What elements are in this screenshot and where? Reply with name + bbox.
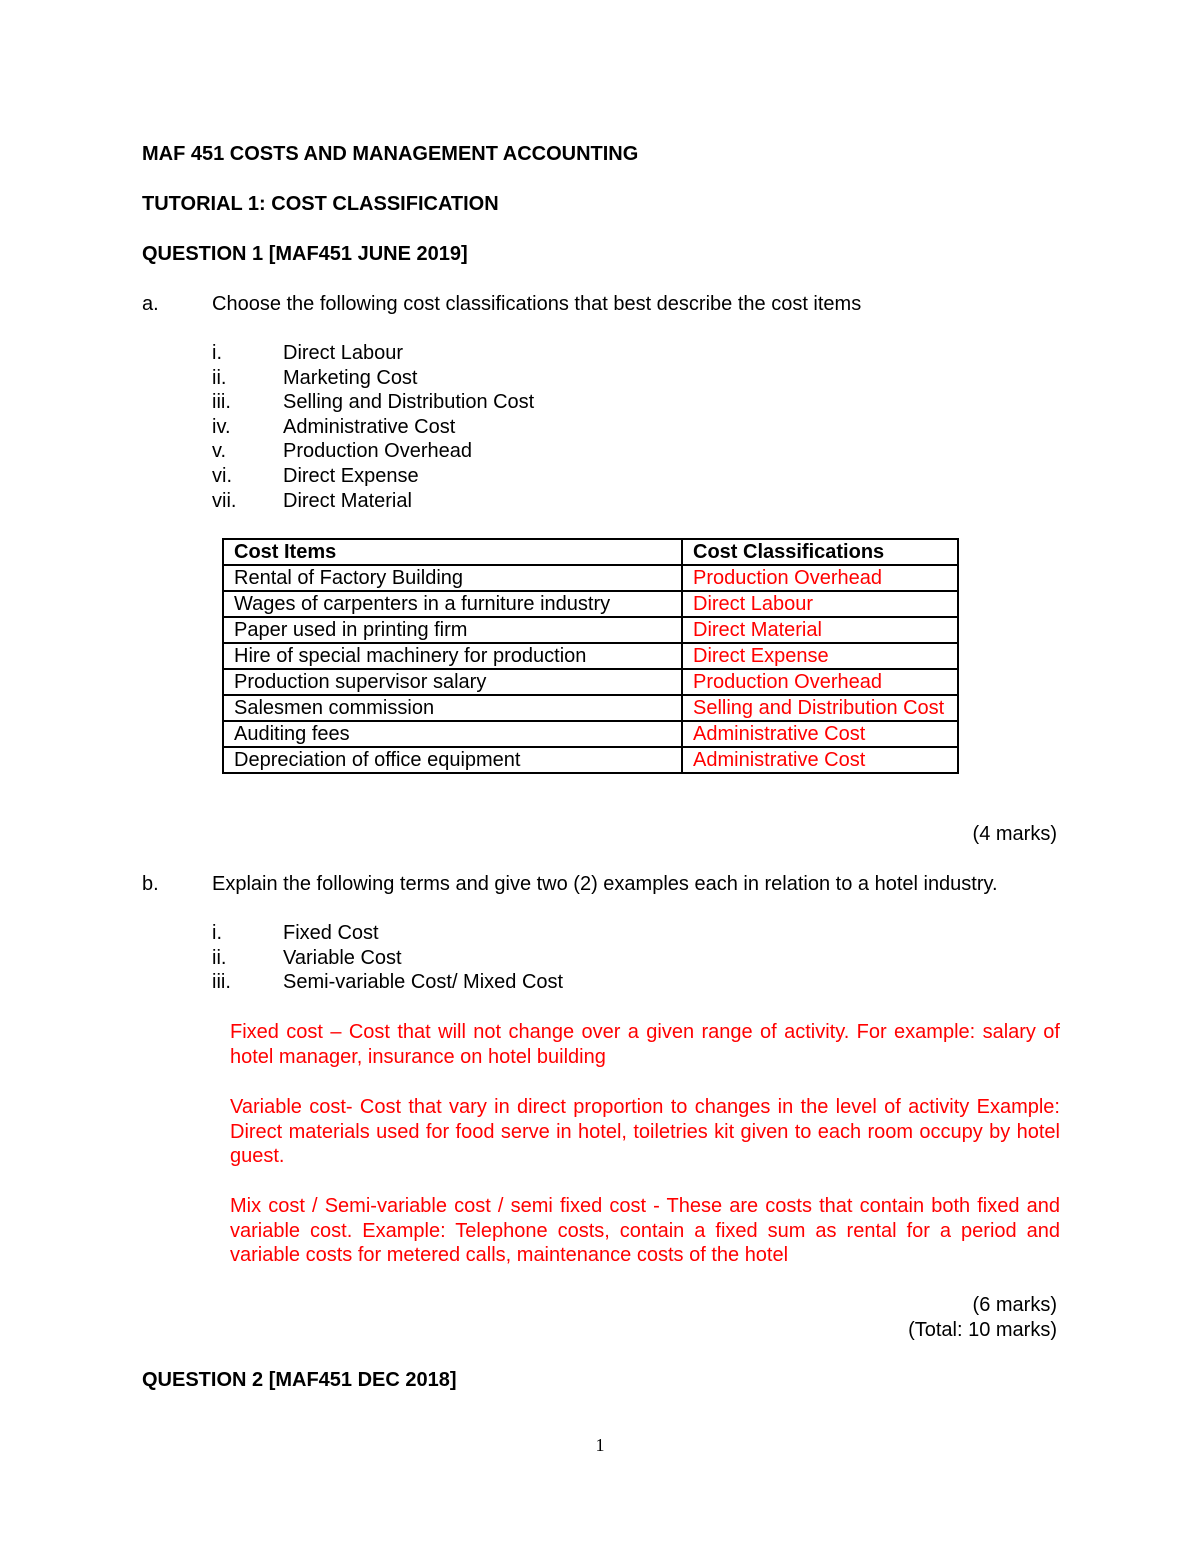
cost-item-cell: Salesmen commission — [223, 695, 682, 721]
list-item: i. Fixed Cost — [212, 922, 379, 944]
cost-terms-list — [212, 921, 563, 995]
list-item: ii. Marketing Cost — [212, 366, 418, 389]
classification-cell: Selling and Distribution Cost — [682, 695, 958, 721]
cost-item-cell: Auditing fees — [223, 721, 682, 747]
table-row — [223, 747, 958, 773]
table-row — [223, 669, 958, 695]
cost-item-cell: Paper used in printing firm — [223, 617, 682, 643]
page-number: 1 — [595, 1435, 605, 1455]
table-row — [223, 591, 958, 617]
cost-item-cell: Depreciation of office equipment — [223, 747, 682, 773]
table-row — [223, 695, 958, 721]
table-row — [223, 721, 958, 747]
classification-cell: Administrative Cost — [682, 747, 958, 773]
cost-item-cell: Wages of carpenters in a furniture industry — [223, 591, 682, 617]
tutorial-title: TUTORIAL 1: COST CLASSIFICATION — [142, 193, 499, 215]
part-b-label: b. — [142, 873, 159, 895]
list-item: vii. Direct Material — [212, 489, 412, 512]
table-row — [223, 565, 958, 591]
cost-classification-table — [222, 538, 959, 774]
question1-total-marks: (Total: 10 marks) — [908, 1319, 1057, 1341]
classification-cell: Direct Material — [682, 617, 958, 643]
cost-item-cell: Rental of Factory Building — [223, 565, 682, 591]
column-header-cost-classifications: Cost Classifications — [682, 539, 958, 565]
part-b-marks: (6 marks) — [972, 1294, 1057, 1316]
list-item: v. Production Overhead — [212, 440, 473, 463]
classification-cell: Production Overhead — [682, 565, 958, 591]
part-a-marks: (4 marks) — [972, 823, 1057, 845]
classification-cell: Administrative Cost — [682, 721, 958, 747]
question2-heading: QUESTION 2 [MAF451 DEC 2018] — [142, 1369, 457, 1391]
list-item: iii. Semi-variable Cost/ Mixed Cost — [212, 971, 564, 994]
classification-cell: Production Overhead — [682, 669, 958, 695]
cost-classification-options — [212, 341, 534, 513]
list-item: i. Direct Labour — [212, 342, 404, 364]
cost-item-cell: Hire of special machinery for production — [223, 643, 682, 669]
column-header-cost-items: Cost Items — [223, 539, 682, 565]
cost-item-cell: Production supervisor salary — [223, 669, 682, 695]
classification-cell: Direct Labour — [682, 591, 958, 617]
fixed-cost-answer: Fixed cost – Cost that will not change over a given range of activity. For example: salary of hotel manager, insurance on hotel building — [230, 1021, 1060, 1068]
list-item: vi. Direct Expense — [212, 464, 419, 487]
table-row — [223, 643, 958, 669]
part-a-prompt: Choose the following cost classifications that best describe the cost items — [212, 293, 862, 315]
part-b-prompt: Explain the following terms and give two (2) examples each in relation to a hotel industry. — [212, 873, 998, 895]
part-a-label: a. — [142, 293, 159, 315]
variable-cost-answer: Variable cost- Cost that vary in direct proportion to changes in the level of activity Example: Direct materials used for food serve in hotel, toiletries kit given to each room occupy by hotel guest. — [230, 1096, 1060, 1167]
course-title: MAF 451 COSTS AND MANAGEMENT ACCOUNTING — [142, 143, 639, 165]
table-header-row — [223, 539, 958, 565]
classification-cell: Direct Expense — [682, 643, 958, 669]
list-item: iii. Selling and Distribution Cost — [212, 391, 535, 414]
question1-heading: QUESTION 1 [MAF451 JUNE 2019] — [142, 243, 468, 265]
list-item: iv. Administrative Cost — [212, 415, 456, 438]
table-row — [223, 617, 958, 643]
list-item: ii. Variable Cost — [212, 946, 402, 969]
mixed-cost-answer: Mix cost / Semi-variable cost / semi fixed cost - These are costs that contain both fixed and variable cost. Example: Telephone costs, contain a fixed sum as rental for a period and variable costs for metered calls, maintenance costs of the hotel — [230, 1195, 1060, 1266]
